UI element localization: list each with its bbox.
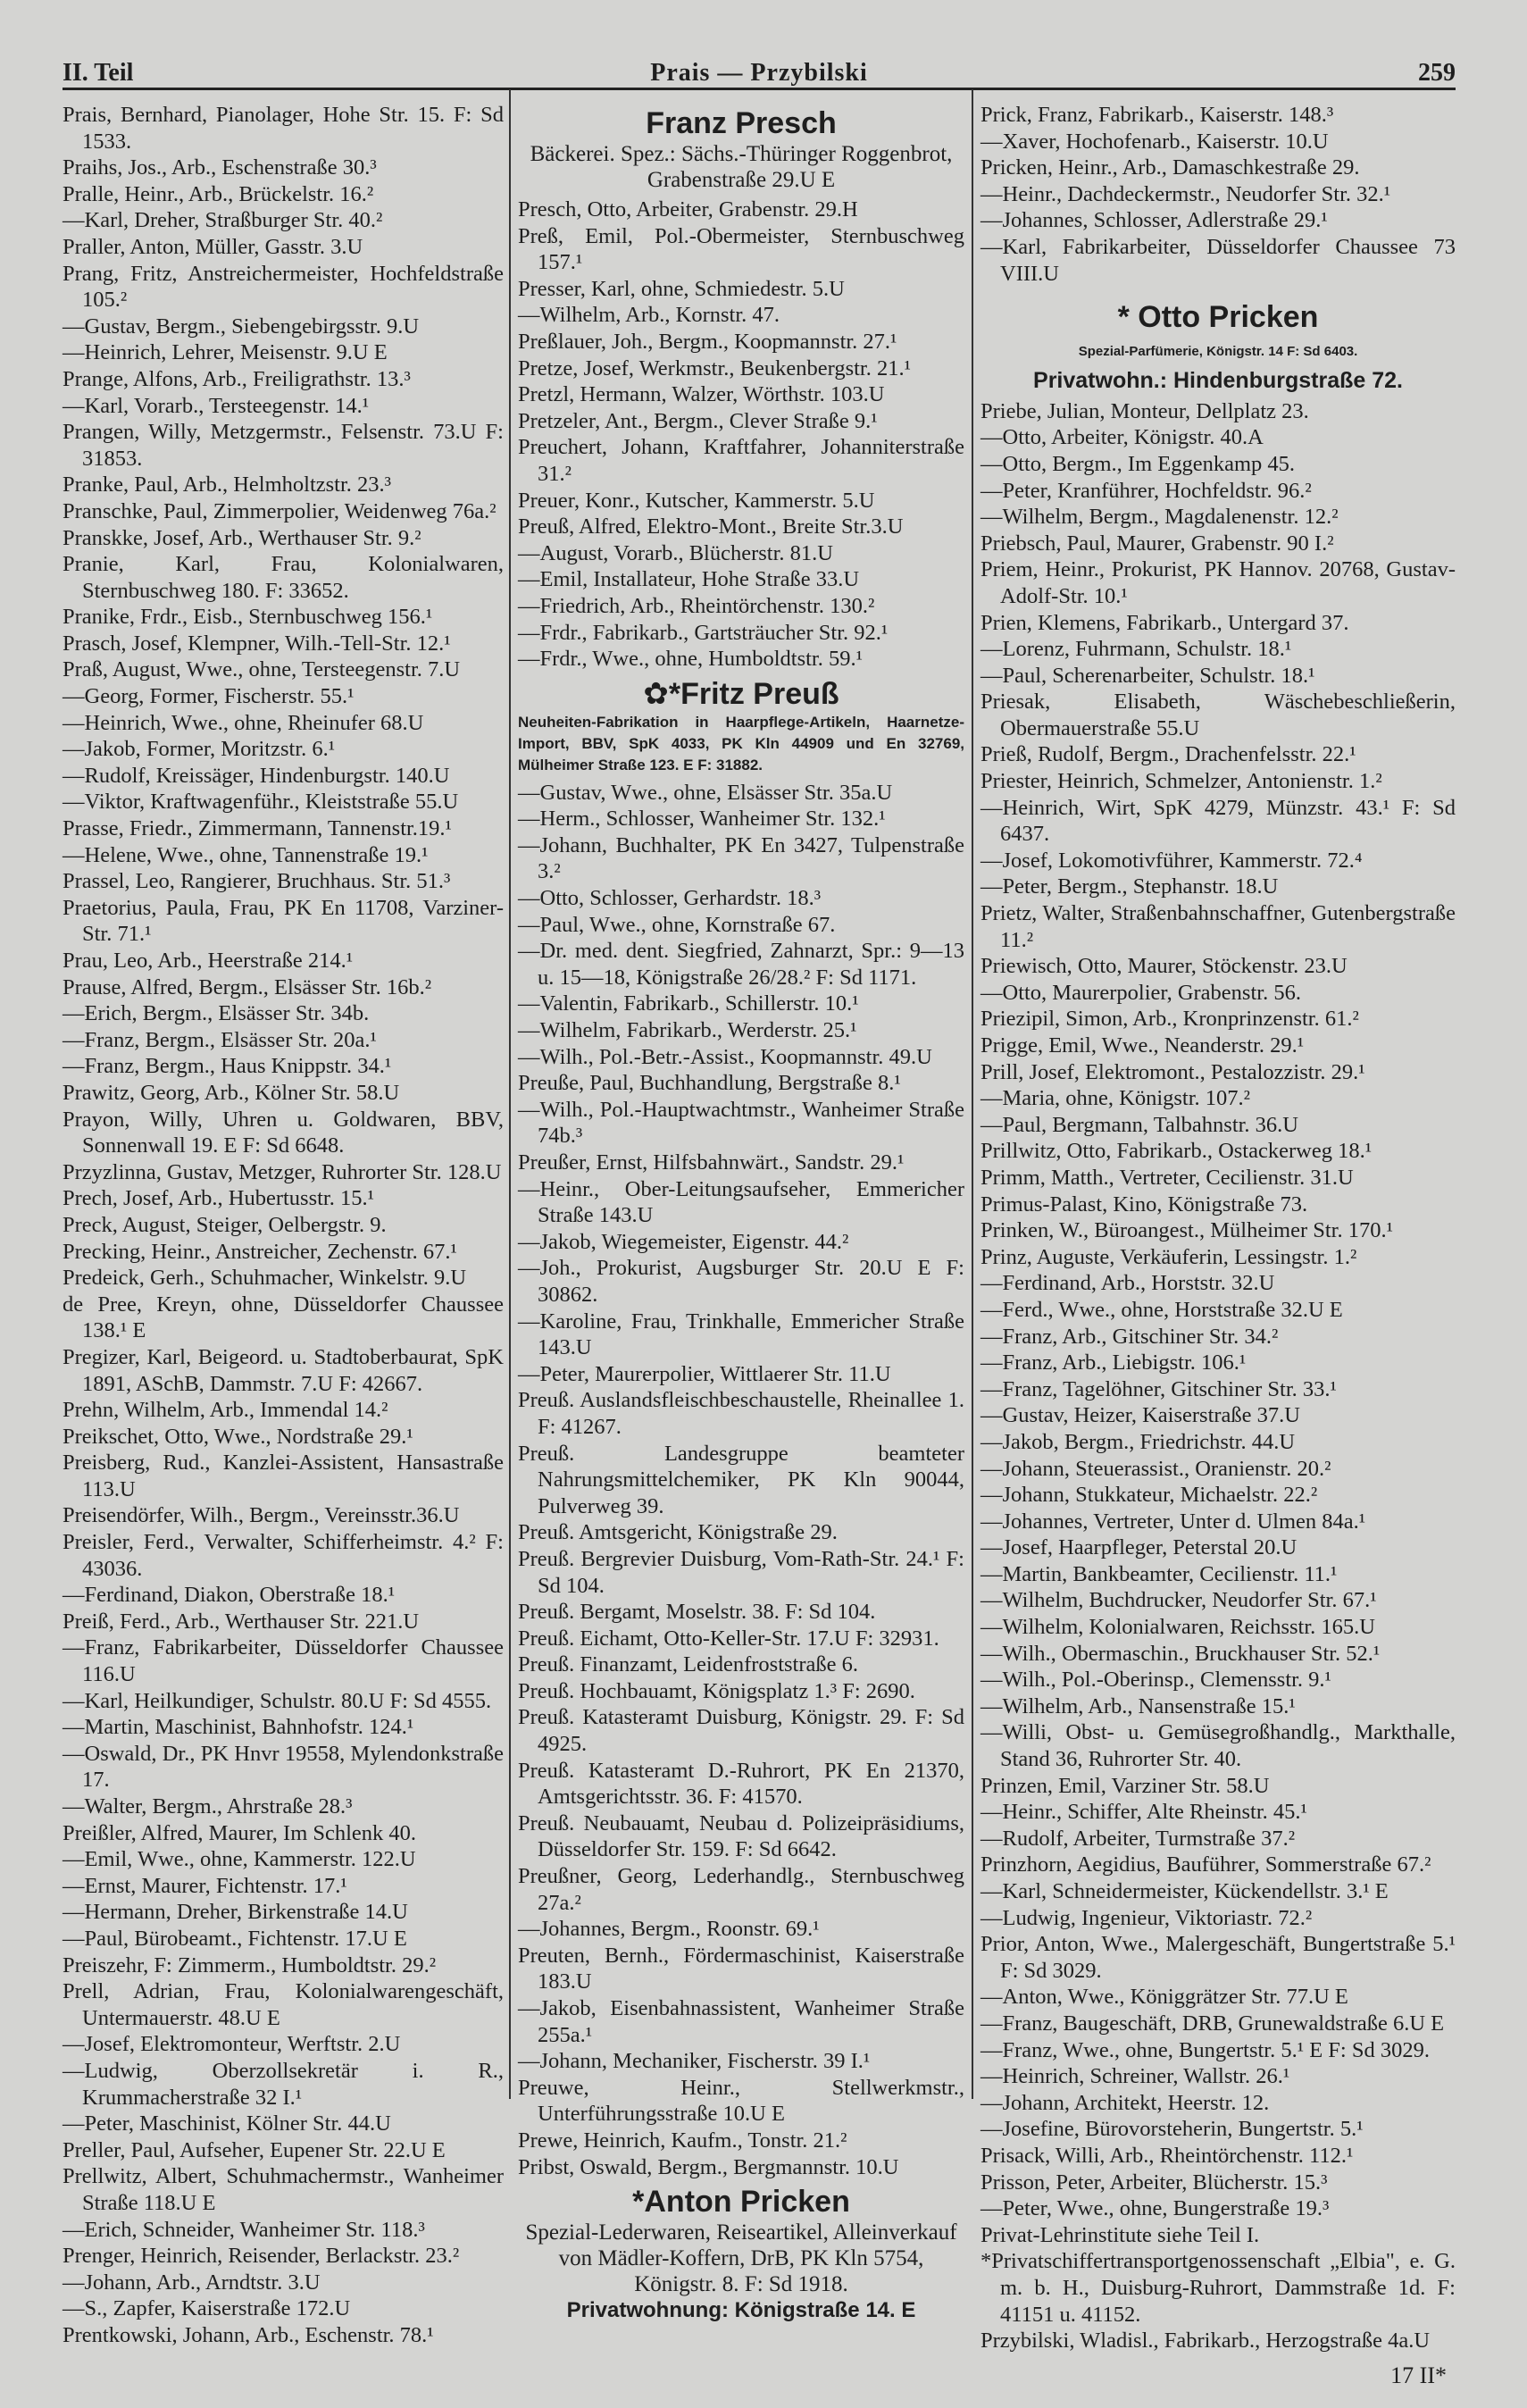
directory-entry: —Josef, Haarpfleger, Peterstal 20.U xyxy=(980,1535,1298,1560)
directory-entry: Prehn, Wilhelm, Arb., Immendal 14.² xyxy=(63,1398,388,1423)
directory-entry: Prange, Alfons, Arb., Freiligrathstr. 13.³ xyxy=(63,366,411,391)
directory-entry: Preiß, Ferd., Arb., Werthauser Str. 221.U xyxy=(63,1609,420,1634)
directory-entry: —Wilh., Pol.-Betr.-Assist., Koopmannstr. 49.U xyxy=(518,1044,932,1069)
directory-entry: Priewisch, Otto, Maurer, Stöckenstr. 23.U xyxy=(980,954,1348,979)
directory-entry: —Heinrich, Wirt, SpK 4279, Münzstr. 43.¹ F: Sd 6437. xyxy=(980,795,1456,847)
directory-entry: —Paul, Bergmann, Talbahnstr. 36.U xyxy=(980,1112,1299,1137)
directory-entry: —Johannes, Schlosser, Adlerstraße 29.¹ xyxy=(980,208,1328,233)
directory-entry: —Ludwig, Ingenieur, Viktoriastr. 72.² xyxy=(980,1905,1313,1930)
directory-entry: Prawitz, Georg, Arb., Kölner Str. 58.U xyxy=(63,1080,400,1105)
directory-entry: —Josefine, Bürovorsteherin, Bungertstr. 5.¹ xyxy=(980,2117,1364,2142)
advertiser-name: * Otto Pricken xyxy=(1117,300,1319,335)
directory-entry: —Franz, Arb., Liebigstr. 106.¹ xyxy=(980,1350,1247,1375)
directory-entry: —Heinrich, Wwe., ohne, Rheinufer 68.U xyxy=(63,710,424,735)
directory-entry: —Anton, Wwe., Königgrätzer Str. 77.U E xyxy=(980,1985,1348,2010)
directory-entry: Prasse, Friedr., Zimmermann, Tannenstr.19.¹ xyxy=(63,816,452,841)
directory-entry: —Peter, Wwe., ohne, Bungerstraße 19.³ xyxy=(980,2196,1330,2221)
directory-entry: —Otto, Schlosser, Gerhardstr. 18.³ xyxy=(518,886,822,911)
directory-entry: Prisack, Willi, Arb., Rheintörchenstr. 112.¹ xyxy=(980,2143,1354,2168)
directory-entry: Preuß. Bergamt, Moselstr. 38. F: Sd 104. xyxy=(518,1600,876,1625)
column-left xyxy=(63,102,504,2348)
directory-entry: —Ludwig, Oberzollsekretär i. R., Krummacherstraße 32 I.¹ xyxy=(63,2058,504,2110)
ad-private-address: Privatwohn.: Hindenburgstraße 72. xyxy=(1033,368,1403,394)
directory-entry: Praller, Anton, Müller, Gasstr. 3.U xyxy=(63,234,363,259)
directory-entry: Prior, Anton, Wwe., Malergeschäft, Bungertstraße 5.¹ F: Sd 3029. xyxy=(980,1932,1456,1983)
directory-entry: —Jakob, Wiegemeister, Eigenstr. 44.² xyxy=(518,1229,849,1254)
advertiser-name: *Anton Pricken xyxy=(632,2185,850,2220)
page-footer: 17 II* xyxy=(1390,2362,1447,2388)
ad-details: Neuheiten-Fabrikation in Haarpflege-Artikeln, Haarnetze-Import, BBV, SpK 4033, PK Kln 44909 und En 32769, Mülheimer Straße 123. E F: 31882. xyxy=(518,713,964,773)
directory-entry: —Willi, Obst- u. Gemüsegroßhandlg., Markthalle, Stand 36, Ruhrorter Str. 40. xyxy=(980,1720,1456,1772)
directory-entry: —Johann, Mechaniker, Fischerstr. 39 I.¹ xyxy=(518,2049,871,2074)
directory-entry: Precking, Heinr., Anstreicher, Zechenstr. 67.¹ xyxy=(63,1239,457,1264)
directory-entry: Prillwitz, Otto, Fabrikarb., Ostackerweg 18.¹ xyxy=(980,1139,1373,1164)
directory-entry: —Franz, Tagelöhner, Gitschiner Str. 33.¹ xyxy=(980,1376,1337,1401)
directory-entry: Prinken, W., Büroangest., Mülheimer Str. 170.¹ xyxy=(980,1218,1393,1243)
directory-entry: Praetorius, Paula, Frau, PK En 11708, Varziner-Str. 71.¹ xyxy=(63,895,504,947)
directory-entry: —Johann, Arb., Arndtstr. 3.U xyxy=(63,2270,321,2295)
directory-entry: —Johann, Steuerassist., Oranienstr. 20.² xyxy=(980,1456,1331,1481)
directory-entry: Preßlauer, Joh., Bergm., Koopmannstr. 27.¹ xyxy=(518,329,897,354)
directory-entry: Praihs, Jos., Arb., Eschenstraße 30.³ xyxy=(63,155,377,180)
directory-entry: Prigge, Emil, Wwe., Neanderstr. 29.¹ xyxy=(980,1033,1305,1058)
directory-entry: Preuwe, Heinr., Stellwerkmstr., Unterführungsstraße 10.U E xyxy=(518,2075,964,2127)
directory-entry: —Josef, Elektromonteur, Werftstr. 2.U xyxy=(63,2032,401,2057)
directory-entry: Prais, Bernhard, Pianolager, Hohe Str. 15. F: Sd 1533. xyxy=(63,103,504,154)
directory-entry: —Wilhelm, Arb., Kornstr. 47. xyxy=(518,303,780,328)
directory-entry: Preuchert, Johann, Kraftfahrer, Johanniterstraße 31.² xyxy=(518,435,964,486)
directory-entry: —Wilhelm, Kolonialwaren, Reichsstr. 165.U xyxy=(980,1615,1375,1640)
directory-entry: —Otto, Maurerpolier, Grabenstr. 56. xyxy=(980,980,1301,1005)
directory-entry: —Jakob, Bergm., Friedrichstr. 44.U xyxy=(980,1429,1296,1454)
directory-entry: Preiszehr, F: Zimmerm., Humboldtstr. 29.² xyxy=(63,1952,437,1977)
directory-entry: —Maria, ohne, Königstr. 107.² xyxy=(980,1086,1250,1111)
directory-entry: Preikschet, Otto, Wwe., Nordstraße 29.¹ xyxy=(63,1424,413,1449)
directory-entry: Preuße, Paul, Buchhandlung, Bergstraße 8.¹ xyxy=(518,1071,901,1096)
directory-entry: —Frdr., Fabrikarb., Gartsträucher Str. 92.¹ xyxy=(518,620,889,645)
directory-entry: —Franz, Bergm., Haus Knippstr. 34.¹ xyxy=(63,1054,392,1079)
directory-entry: —Heinr., Ober-Leitungsaufseher, Emmericher Straße 143.U xyxy=(518,1176,964,1228)
directory-entry: Prisson, Peter, Arbeiter, Blücherstr. 15.³ xyxy=(980,2170,1328,2195)
directory-entry: Pretzeler, Ant., Bergm., Clever Straße 9.¹ xyxy=(518,408,878,433)
advertiser-name: ✿*Fritz Preuß xyxy=(643,676,839,711)
directory-entry: Prieß, Rudolf, Bergm., Drachenfelsstr. 22.¹ xyxy=(980,742,1356,767)
directory-entry: Priebe, Julian, Monteur, Dellplatz 23. xyxy=(980,398,1309,423)
directory-entry: Pranskke, Josef, Arb., Werthauser Str. 9.² xyxy=(63,525,421,550)
directory-entry: —Georg, Former, Fischerstr. 55.¹ xyxy=(63,684,355,709)
directory-entry: Priester, Heinrich, Schmelzer, Antonienstr. 1.² xyxy=(980,769,1382,794)
directory-entry: *Privatschiffertransportgenossenschaft „Elbia", e. G. m. b. H., Duisburg-Ruhrort, Dammstraße 1d. F: 41151 u. 41152. xyxy=(980,2249,1456,2327)
directory-entry: Preuß. Katasteramt D.-Ruhrort, PK En 21370, Amtsgerichtsstr. 36. F: 41570. xyxy=(518,1758,964,1810)
advertisement xyxy=(518,676,964,776)
section-label: II. Teil xyxy=(63,59,134,87)
directory-entry: Przyzlinna, Gustav, Metzger, Ruhrorter Str. 128.U xyxy=(63,1159,502,1184)
name-range: Prais — Przybilski xyxy=(650,59,868,87)
directory-entry: Prassel, Leo, Rangierer, Bruchhaus. Str. 51.³ xyxy=(63,869,451,894)
advertisement xyxy=(518,105,964,193)
directory-entry: —Franz, Fabrikarbeiter, Düsseldorfer Chaussee 116.U xyxy=(63,1635,504,1687)
directory-entry: —Heinrich, Schreiner, Wallstr. 26.¹ xyxy=(980,2064,1290,2089)
directory-entry: —Peter, Bergm., Stephanstr. 18.U xyxy=(980,874,1279,899)
directory-entry: —August, Vorarb., Blücherstr. 81.U xyxy=(518,540,833,565)
directory-entry: Prau, Leo, Arb., Heerstraße 214.¹ xyxy=(63,949,354,973)
directory-entry: Priem, Heinr., Prokurist, PK Hannov. 20768, Gustav-Adolf-Str. 10.¹ xyxy=(980,557,1456,608)
column-divider xyxy=(972,89,973,2099)
directory-entry: —Xaver, Hochofenarb., Kaiserstr. 10.U xyxy=(980,129,1329,154)
directory-entry: —Ernst, Maurer, Fichtenstr. 17.¹ xyxy=(63,1873,347,1898)
directory-entry: Privat-Lehrinstitute siehe Teil I. xyxy=(980,2222,1260,2247)
directory-entry: —Josef, Lokomotivführer, Kammerstr. 72.⁴ xyxy=(980,848,1363,873)
directory-entry: —Paul, Scherenarbeiter, Schulstr. 18.¹ xyxy=(980,663,1315,688)
directory-entry: Prech, Josef, Arb., Hubertusstr. 15.¹ xyxy=(63,1186,374,1211)
directory-entry: —Emil, Wwe., ohne, Kammerstr. 122.U xyxy=(63,1847,416,1872)
directory-entry: —Karl, Vorarb., Tersteegenstr. 14.¹ xyxy=(63,393,370,418)
directory-entry: Preußer, Ernst, Hilfsbahnwärt., Sandstr. 29.¹ xyxy=(518,1150,905,1175)
directory-entry: —Johannes, Vertreter, Unter d. Ulmen 84a.¹ xyxy=(980,1509,1366,1534)
directory-entry: Pranschke, Paul, Zimmerpolier, Weidenweg 76a.² xyxy=(63,498,496,523)
column-right xyxy=(980,102,1456,2390)
directory-entry: —Franz, Bergm., Elsässer Str. 20a.¹ xyxy=(63,1027,377,1052)
directory-entry: Pregizer, Karl, Beigeord. u. Stadtoberbaurat, SpK 1891, ASchB, Dammstr. 7.U F: 42667. xyxy=(63,1344,504,1396)
directory-entry: Preuß. Finanzamt, Leidenfroststraße 6. xyxy=(518,1652,859,1677)
directory-entry: Preuß. Landesgruppe beamteter Nahrungsmittelchemiker, PK Kln 90044, Pulverweg 39. xyxy=(518,1441,964,1518)
directory-entry: —Karl, Dreher, Straßburger Str. 40.² xyxy=(63,208,383,233)
directory-entry: Pretze, Josef, Werkmstr., Beukenbergstr. 21.¹ xyxy=(518,355,911,380)
directory-entry: Preußner, Georg, Lederhandlg., Sternbuschweg 27a.² xyxy=(518,1864,964,1915)
directory-entry: —Walter, Bergm., Ahrstraße 28.³ xyxy=(63,1794,353,1819)
directory-entry: —Hermann, Dreher, Birkenstraße 14.U xyxy=(63,1900,408,1925)
directory-entry: —Karoline, Frau, Trinkhalle, Emmericher Straße 143.U xyxy=(518,1309,964,1360)
directory-entry: Pranke, Paul, Arb., Helmholtzstr. 23.³ xyxy=(63,472,392,497)
column-middle xyxy=(518,102,964,2328)
directory-entry: —Heinr., Schiffer, Alte Rheinstr. 45.¹ xyxy=(980,1800,1307,1825)
directory-entry: Prill, Josef, Elektromont., Pestalozzistr. 29.¹ xyxy=(980,1059,1365,1084)
directory-entry: Primus-Palast, Kino, Königstraße 73. xyxy=(980,1191,1308,1217)
directory-entry: Prayon, Willy, Uhren u. Goldwaren, BBV, Sonnenwall 19. E F: Sd 6648. xyxy=(63,1107,504,1158)
directory-entry: Przybilski, Wladisl., Fabrikarb., Herzogstraße 4a.U xyxy=(980,2329,1431,2354)
directory-entry: —Peter, Maschinist, Kölner Str. 44.U xyxy=(63,2111,391,2136)
directory-entry: —Johann, Buchhalter, PK En 3427, Tulpenstraße 3.² xyxy=(518,832,964,884)
directory-entry: —Johann, Architekt, Heerstr. 12. xyxy=(980,2090,1270,2115)
directory-entry: —Wilhelm, Bergm., Magdalenenstr. 12.² xyxy=(980,505,1339,530)
directory-entry: —Johannes, Bergm., Roonstr. 69.¹ xyxy=(518,1917,820,1942)
directory-entry: Prentkowski, Johann, Arb., Eschenstr. 78.¹ xyxy=(63,2322,434,2347)
page-number: 259 xyxy=(1418,59,1456,87)
directory-entry: —Franz, Wwe., ohne, Bungertstr. 5.¹ E F: Sd 3029. xyxy=(980,2037,1430,2062)
directory-entry: —Herm., Schlosser, Wanheimer Str. 132.¹ xyxy=(518,807,886,832)
directory-entry: —Martin, Bankbeamter, Cecilienstr. 11.¹ xyxy=(980,1561,1338,1586)
directory-entry: —Gustav, Wwe., ohne, Elsässer Str. 35a.U xyxy=(518,780,893,805)
directory-entry: —Peter, Kranführer, Hochfeldstr. 96.² xyxy=(980,478,1312,503)
directory-entry: —Wilhelm, Buchdrucker, Neudorfer Str. 67.¹ xyxy=(980,1588,1377,1613)
directory-entry: Pranike, Frdr., Eisb., Sternbuschweg 156.¹ xyxy=(63,605,433,630)
directory-entry: —Franz, Baugeschäft, DRB, Grunewaldstraße 6.U E xyxy=(980,2011,1445,2036)
directory-entry: Preuß. Katasteramt Duisburg, Königstr. 29. F: Sd 4925. xyxy=(518,1705,964,1757)
directory-entry: —Martin, Maschinist, Bahnhofstr. 124.¹ xyxy=(63,1715,414,1740)
directory-entry: Preißler, Alfred, Maurer, Im Schlenk 40. xyxy=(63,1820,417,1845)
directory-entry: Prasch, Josef, Klempner, Wilh.-Tell-Str. 12.¹ xyxy=(63,631,451,656)
directory-entry: —Wilh., Obermaschin., Bruckhauser Str. 52.¹ xyxy=(980,1641,1381,1666)
directory-entry: Preller, Paul, Aufseher, Eupener Str. 22.U E xyxy=(63,2137,446,2162)
advertisement xyxy=(980,299,1456,395)
directory-entry: —Wilh., Pol.-Oberinsp., Clemensstr. 9.¹ xyxy=(980,1668,1331,1693)
directory-entry: Preuß. Bergrevier Duisburg, Vom-Rath-Str. 24.¹ F: Sd 104. xyxy=(518,1546,964,1598)
directory-entry: Prang, Fritz, Anstreichermeister, Hochfeldstraße 105.² xyxy=(63,261,504,313)
directory-entry: —Erich, Schneider, Wanheimer Str. 118.³ xyxy=(63,2217,425,2242)
directory-entry: Preuß. Auslandsfleischbeschaustelle, Rheinallee 1. F: 41267. xyxy=(518,1388,964,1439)
directory-entry: Pretzl, Hermann, Walzer, Wörthstr. 103.U xyxy=(518,382,885,407)
directory-entry: Pralle, Heinr., Arb., Brückelstr. 16.² xyxy=(63,181,374,206)
directory-entry: Presser, Karl, ohne, Schmiedestr. 5.U xyxy=(518,276,845,301)
page-header xyxy=(63,55,1456,90)
directory-entry: Pricken, Heinr., Arb., Damaschkestraße 29. xyxy=(980,155,1360,180)
directory-entry: —S., Zapfer, Kaiserstraße 172.U xyxy=(63,2296,351,2321)
directory-entry: Prinz, Auguste, Verkäuferin, Lessingstr. 1.² xyxy=(980,1244,1357,1269)
directory-entry: Preuß. Hochbauamt, Königsplatz 1.³ F: 2690. xyxy=(518,1678,915,1703)
directory-entry: Prell, Adrian, Frau, Kolonialwarengeschäft, Untermauerstr. 48.U E xyxy=(63,1979,504,2030)
column-divider xyxy=(509,89,511,2099)
directory-entry: —Paul, Bürobeamt., Fichtenstr. 17.U E xyxy=(63,1926,407,1951)
directory-entry: —Friedrich, Arb., Rheintörchenstr. 130.² xyxy=(518,593,875,618)
directory-entry: Preuß. Neubauamt, Neubau d. Polizeipräsidiums, Düsseldorfer Str. 159. F: Sd 6642. xyxy=(518,1810,964,1862)
directory-entry: —Wilh., Pol.-Hauptwachtmstr., Wanheimer Straße 74b.³ xyxy=(518,1097,964,1149)
directory-entry: —Viktor, Kraftwagenführ., Kleiststraße 55.U xyxy=(63,790,459,815)
directory-entry: Pranie, Karl, Frau, Kolonialwaren, Sternbuschweg 180. F: 33652. xyxy=(63,552,504,603)
directory-entry: Priebsch, Paul, Maurer, Grabenstr. 90 I.² xyxy=(980,531,1334,556)
directory-entry: Prick, Franz, Fabrikarb., Kaiserstr. 148.³ xyxy=(980,103,1334,127)
directory-entry: —Frdr., Wwe., ohne, Humboldtstr. 59.¹ xyxy=(518,647,863,672)
directory-entry: Prangen, Willy, Metzgermstr., Felsenstr. 73.U F: 31853. xyxy=(63,420,504,471)
directory-entry: Prenger, Heinrich, Reisender, Berlackstr. 23.² xyxy=(63,2244,460,2269)
directory-entry: Preisberg, Rud., Kanzlei-Assistent, Hansastraße 113.U xyxy=(63,1451,504,1501)
directory-entry: —Otto, Arbeiter, Königstr. 40.A xyxy=(980,425,1264,450)
directory-entry: Preuß. Amtsgericht, Königstraße 29. xyxy=(518,1520,838,1545)
directory-entry: —Ferd., Wwe., ohne, Horststraße 32.U E xyxy=(980,1297,1343,1322)
directory-entry: Predeick, Gerh., Schuhmacher, Winkelstr. 9.U xyxy=(63,1266,467,1291)
directory-entry: —Wilhelm, Fabrikarb., Werderstr. 25.¹ xyxy=(518,1018,857,1043)
directory-entry: —Ferdinand, Arb., Horststr. 32.U xyxy=(980,1271,1275,1296)
directory-entry: —Erich, Bergm., Elsässer Str. 34b. xyxy=(63,1001,370,1026)
directory-entry: Preß, Emil, Pol.-Obermeister, Sternbuschweg 157.¹ xyxy=(518,223,964,275)
directory-entry: Prien, Klemens, Fabrikarb., Untergard 37. xyxy=(980,610,1349,635)
directory-entry: Praß, August, Wwe., ohne, Tersteegenstr. 7.U xyxy=(63,657,461,682)
ad-details: Bäckerei. Spez.: Sächs.-Thüringer Roggenbrot, Grabenstraße 29.U E xyxy=(530,142,953,192)
directory-entry: Pribst, Oswald, Bergm., Bergmannstr. 10.U xyxy=(518,2154,899,2179)
directory-entry: Prietz, Walter, Straßenbahnschaffner, Gutenbergstraße 11.² xyxy=(980,901,1456,952)
directory-entry: Preisendörfer, Wilh., Bergm., Vereinsstr.36.U xyxy=(63,1503,460,1528)
directory-entry: —Rudolf, Arbeiter, Turmstraße 37.² xyxy=(980,1826,1296,1851)
directory-entry: —Johann, Stukkateur, Michaelstr. 22.² xyxy=(980,1483,1318,1508)
directory-entry: —Karl, Heilkundiger, Schulstr. 80.U F: Sd 4555. xyxy=(63,1688,492,1713)
directory-entry: Prellwitz, Albert, Schuhmachermstr., Wanheimer Straße 118.U E xyxy=(63,2164,504,2215)
directory-entry: Preck, August, Steiger, Oelbergstr. 9. xyxy=(63,1212,387,1237)
advertisement xyxy=(518,2184,964,2324)
directory-entry: Prinzhorn, Aegidius, Bauführer, Sommerstraße 67.² xyxy=(980,1852,1431,1877)
directory-entry: —Paul, Wwe., ohne, Kornstraße 67. xyxy=(518,912,836,937)
directory-entry: —Ferdinand, Diakon, Oberstraße 18.¹ xyxy=(63,1583,396,1608)
directory-entry: —Oswald, Dr., PK Hnvr 19558, Mylendonkstraße 17. xyxy=(63,1741,504,1793)
directory-entry: —Gustav, Bergm., Siebengebirgsstr. 9.U xyxy=(63,314,420,339)
directory-entry: —Wilhelm, Arb., Nansenstraße 15.¹ xyxy=(980,1693,1296,1718)
directory-entry: Prinzen, Emil, Varziner Str. 58.U xyxy=(980,1773,1270,1798)
ad-details: Spezial-Lederwaren, Reiseartikel, Alleinverkauf von Mädler-Koffern, DrB, PK Kln 5754, Königstr. 8. F: Sd 1918. xyxy=(525,2220,957,2297)
directory-entry: Priezipil, Simon, Arb., Kronprinzenstr. 61.² xyxy=(980,1007,1359,1032)
directory-entry: Prause, Alfred, Bergm., Elsässer Str. 16b.² xyxy=(63,974,432,999)
directory-entry: —Lorenz, Fuhrmann, Schulstr. 18.¹ xyxy=(980,637,1292,662)
ad-private-address: Privatwohnung: Königstraße 14. E xyxy=(566,2298,916,2323)
directory-entry: Primm, Matth., Vertreter, Cecilienstr. 31.U xyxy=(980,1165,1354,1190)
directory-entry: —Heinr., Dachdeckermstr., Neudorfer Str. 32.¹ xyxy=(980,181,1391,206)
directory-entry: Priesak, Elisabeth, Wäschebeschließerin, Obermauerstraße 55.U xyxy=(980,690,1456,740)
directory-entry: —Karl, Fabrikarbeiter, Düsseldorfer Chaussee 73 VIII.U xyxy=(980,234,1456,286)
directory-entry: Preuer, Konr., Kutscher, Kammerstr. 5.U xyxy=(518,488,875,513)
directory-entry: —Joh., Prokurist, Augsburger Str. 20.U E F: 30862. xyxy=(518,1256,964,1307)
directory-entry: —Peter, Maurerpolier, Wittlaerer Str. 11.U xyxy=(518,1361,891,1386)
directory-entry: Presch, Otto, Arbeiter, Grabenstr. 29.H xyxy=(518,197,858,222)
directory-entry: Preuß, Alfred, Elektro-Mont., Breite Str.3.U xyxy=(518,514,904,539)
directory-entry: —Otto, Bergm., Im Eggenkamp 45. xyxy=(980,451,1296,476)
directory-entry: Prewe, Heinrich, Kaufm., Tonstr. 21.² xyxy=(518,2128,847,2153)
directory-entry: —Heinrich, Lehrer, Meisenstr. 9.U E xyxy=(63,340,388,365)
directory-entry: —Jakob, Former, Moritzstr. 6.¹ xyxy=(63,737,336,762)
directory-entry: —Franz, Arb., Gitschiner Str. 34.² xyxy=(980,1324,1279,1349)
directory-entry: de Pree, Kreyn, ohne, Düsseldorfer Chaussee 138.¹ E xyxy=(63,1292,504,1343)
ad-details: Spezial-Parfümerie, Königstr. 14 F: Sd 6403. xyxy=(1078,344,1358,360)
directory-entry: Preisler, Ferd., Verwalter, Schifferheimstr. 4.² F: 43036. xyxy=(63,1530,504,1581)
directory-entry: —Gustav, Heizer, Kaiserstraße 37.U xyxy=(980,1403,1301,1428)
advertiser-name: Franz Presch xyxy=(646,106,837,140)
directory-entry: —Rudolf, Kreissäger, Hindenburgstr. 140.U xyxy=(63,763,450,788)
directory-entry: —Helene, Wwe., ohne, Tannenstraße 19.¹ xyxy=(63,842,429,867)
directory-entry: —Emil, Installateur, Hohe Straße 33.U xyxy=(518,567,860,592)
directory-entry: Preuten, Bernh., Fördermaschinist, Kaiserstraße 183.U xyxy=(518,1943,964,1994)
directory-entry: —Valentin, Fabrikarb., Schillerstr. 10.¹ xyxy=(518,991,859,1016)
directory-entry: —Dr. med. dent. Siegfried, Zahnarzt, Spr.: 9—13 u. 15—18, Königstraße 26/28.² F: Sd 1171. xyxy=(518,939,964,990)
directory-entry: Preuß. Eichamt, Otto-Keller-Str. 17.U F: 32931. xyxy=(518,1626,939,1651)
directory-entry: —Karl, Schneidermeister, Kückendellstr. 3.¹ E xyxy=(980,1879,1389,1903)
directory-entry: —Jakob, Eisenbahnassistent, Wanheimer Straße 255a.¹ xyxy=(518,1996,964,2047)
